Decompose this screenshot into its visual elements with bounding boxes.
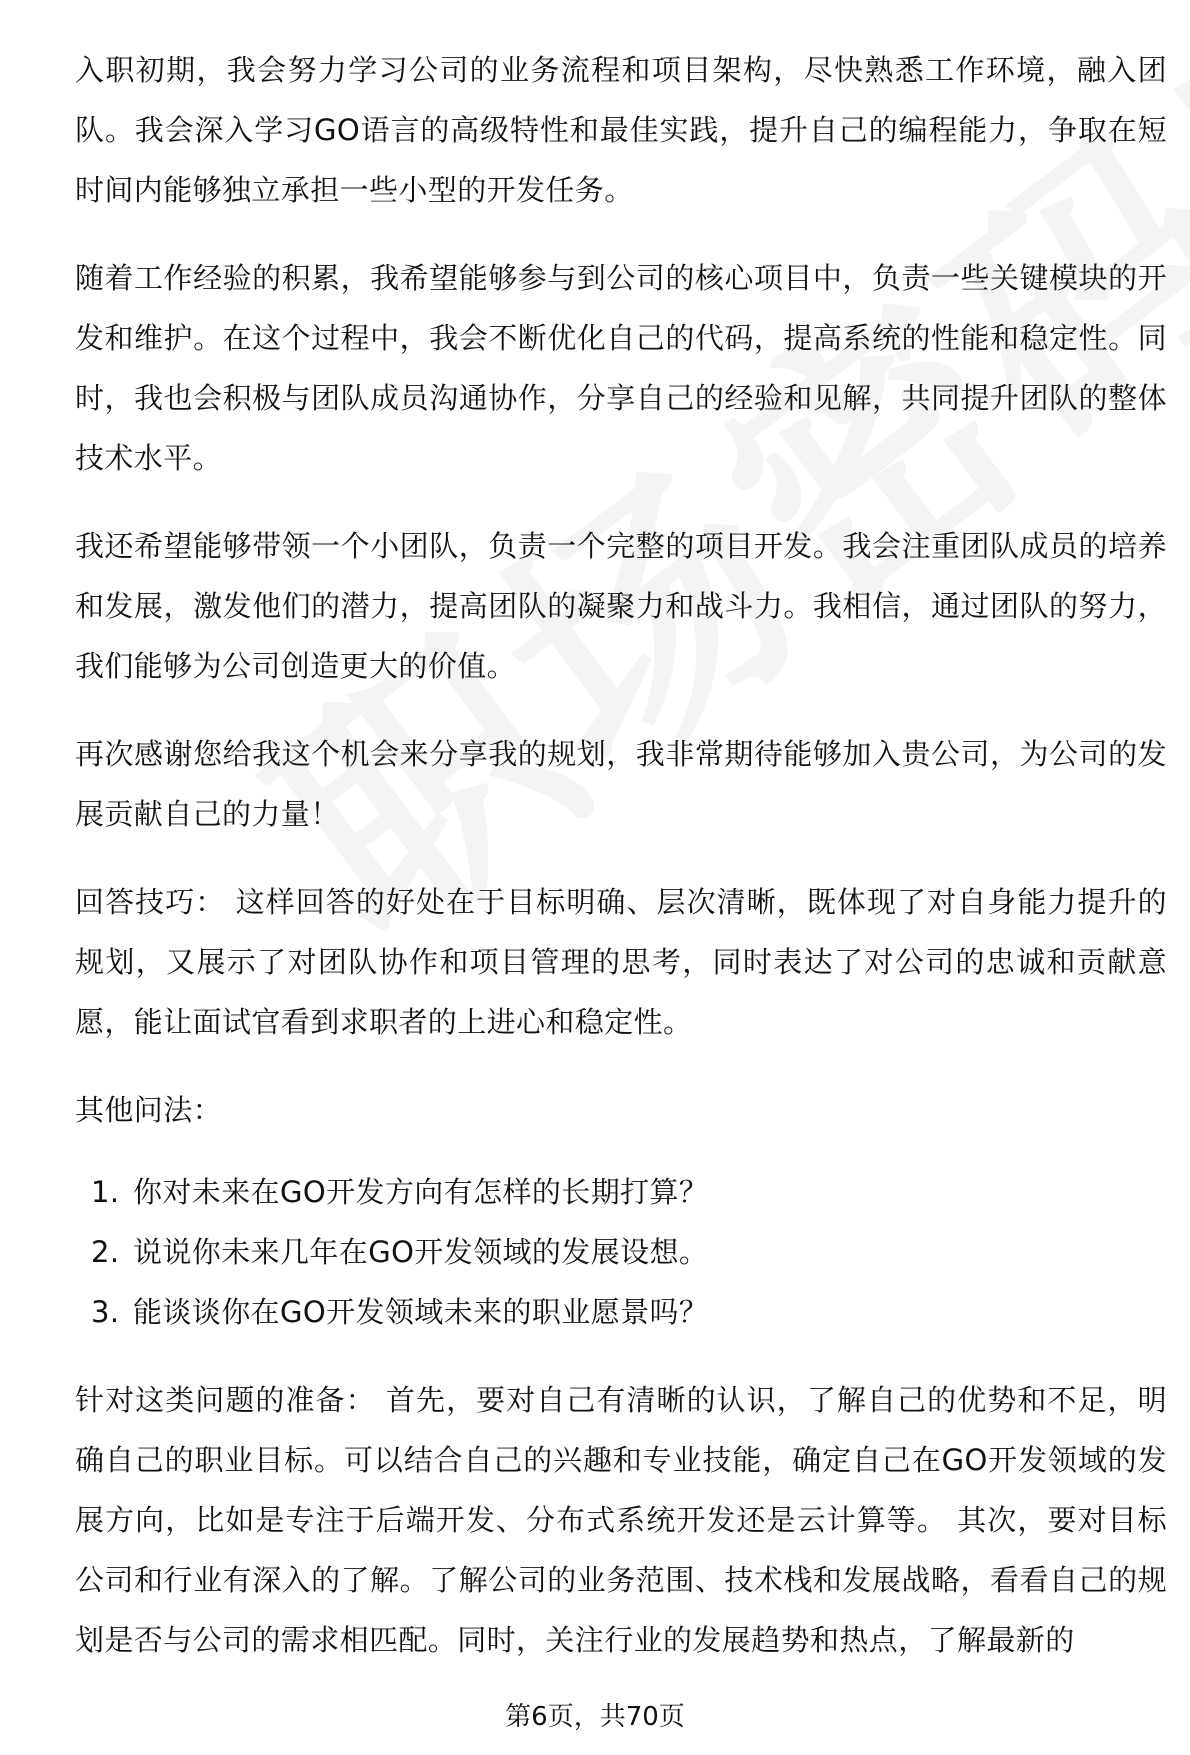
list-item [75, 1282, 1167, 1342]
paragraph-lead-team: 我还希望能够带领一个小团队，负责一个完整的项目开发。我会注重团队成员的培养和发展，激发他们的潜力，提高团队的凝聚力和战斗力。我相信，通过团队的努力，我们能够为公司创造更大的价值。 [75, 529, 1167, 683]
page-content [75, 40, 1167, 1698]
paragraph-other-questions-heading: 其他问法： [75, 1093, 223, 1127]
list-item-text: 你对未来在GO开发方向有怎样的长期打算？ [133, 1175, 709, 1209]
list-item [75, 1222, 1167, 1282]
paragraph-core-projects: 随着工作经验的积累，我希望能够参与到公司的核心项目中，负责一些关键模块的开发和维护。在这个过程中，我会不断优化自己的代码，提高系统的性能和稳定性。同时，我也会积极与团队成员沟通协作，分享自己的经验和见解，共同提升团队的整体技术水平。 [75, 261, 1167, 475]
list-item-number: 3. [91, 1295, 120, 1329]
paragraph-preparation: 针对这类问题的准备： 首先，要对自己有清晰的认识，了解自己的优势和不足，明确自己的职业目标。可以结合自己的兴趣和专业技能，确定自己在GO开发领域的发展方向，比如是专注于后端开发、分布式系统开发还是云计算等。 其次，要对目标公司和行业有深入的了解。了解公司的业务范围、技术栈和发展战略，看看自己的规划是否与公司的需求相匹配。同时，关注行业的发展趋势和热点，了解最新的 [75, 1383, 1167, 1657]
list-item [75, 1162, 1167, 1222]
list-item-text: 说说你未来几年在GO开发领域的发展设想。 [133, 1235, 709, 1269]
paragraph-answer-tips: 回答技巧： 这样回答的好处在于目标明确、层次清晰，既体现了对自身能力提升的规划，又展示了对团队协作和项目管理的思考，同时表达了对公司的忠诚和贡献意愿，能让面试官看到求职者的上进心和稳定性。 [75, 885, 1167, 1039]
list-item-number: 1. [91, 1175, 120, 1209]
paragraph-thanks: 再次感谢您给我这个机会来分享我的规划，我非常期待能够加入贵公司，为公司的发展贡献自己的力量！ [75, 737, 1167, 831]
page-number-footer: 第6页，共70页 [505, 1702, 685, 1732]
list-item-text: 能谈谈你在GO开发领域未来的职业愿景吗？ [133, 1295, 709, 1329]
paragraph-early-career: 入职初期，我会努力学习公司的业务流程和项目架构，尽快熟悉工作环境，融入团队。我会深入学习GO语言的高级特性和最佳实践，提升自己的编程能力，争取在短时间内能够独立承担一些小型的开发任务。 [75, 53, 1167, 207]
other-questions-list [75, 1162, 1167, 1342]
list-item-number: 2. [91, 1235, 120, 1269]
